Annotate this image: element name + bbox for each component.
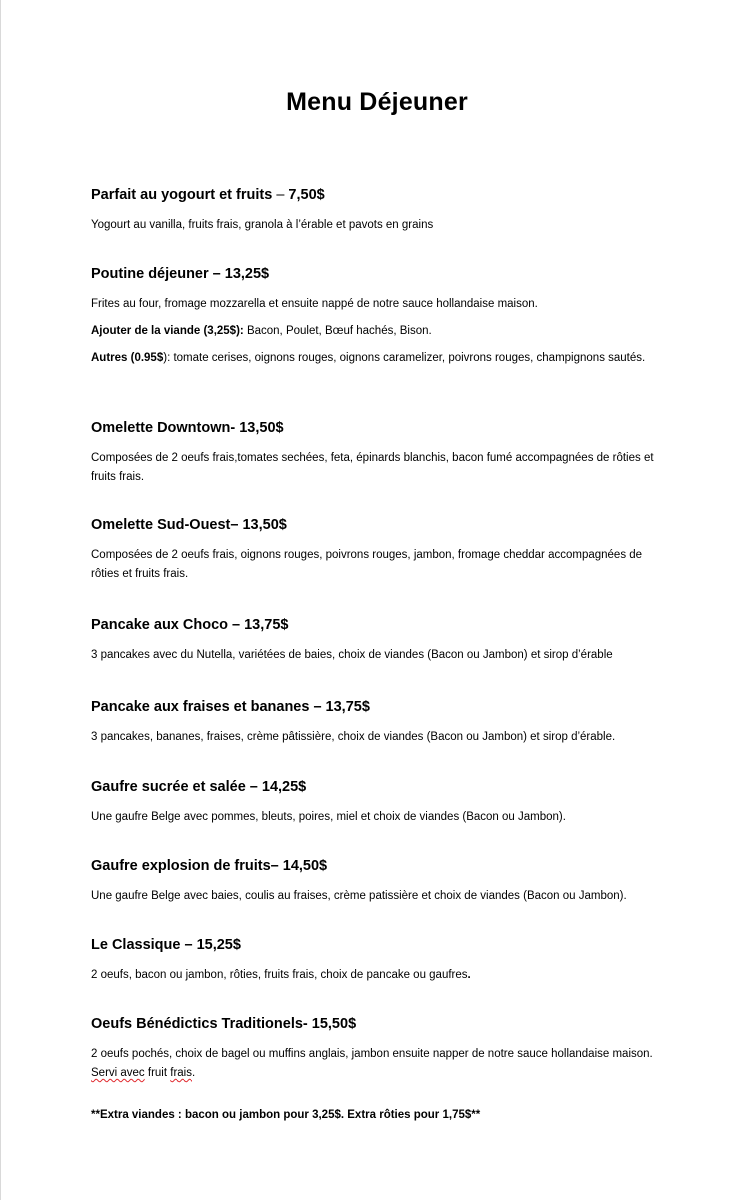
extra-other-text: ): tomate cerises, oignons rouges, oignons caramelizer, poivrons rouges, champignons sautés.: [163, 352, 646, 364]
menu-item-title: Omelette Downtown- 13,50$: [91, 420, 284, 436]
menu-item-description: Composées de 2 oeufs frais,tomates sechées, feta, épinards blanchis, bacon fumé accompagnées de rôties et fruits frais.: [91, 452, 654, 483]
menu-item-gaufre-sucree-salee: [91, 777, 666, 827]
spellcheck-flagged-text: Servi avec: [91, 1067, 145, 1079]
menu-item-description: Composées de 2 oeufs frais, oignons rouges, poivrons rouges, jambon, fromage cheddar accompagnées de rôties et fruits frais.: [91, 549, 643, 580]
menu-item-title: Oeufs Bénédictics Traditionels- 15,50$: [91, 1016, 357, 1032]
menu-item-description: Une gaufre Belge avec pommes, bleuts, poires, miel et choix de viandes (Bacon ou Jambon).: [91, 811, 566, 823]
menu-item-description: 3 pancakes, bananes, fraises, crème pâtissière, choix de viandes (Bacon ou Jambon) et sirop d’érable.: [91, 731, 616, 743]
menu-item-title: Omelette Sud-Ouest– 13,50$: [91, 517, 287, 533]
item-price: 7,50$: [284, 187, 325, 203]
item-name: Parfait au yogourt et fruits: [91, 187, 277, 203]
spellcheck-flagged-text: frais: [170, 1067, 192, 1079]
menu-item-oeufs-benedictics: [91, 1014, 666, 1083]
extra-meat-label: Ajouter de la viande (3,25$):: [91, 325, 244, 337]
menu-item-description: [91, 966, 666, 985]
menu-item-title: Gaufre explosion de fruits– 14,50$: [91, 858, 328, 874]
menu-item-omelette-sud-ouest: [91, 515, 666, 584]
menu-item-description: Frites au four, fromage mozzarella et ensuite nappé de notre sauce hollandaise maison.: [91, 298, 538, 310]
menu-item-title: Pancake aux fraises et bananes – 13,75$: [91, 699, 370, 715]
description-text: 2 oeufs, bacon ou jambon, rôties, fruits frais, choix de pancake ou gaufres: [91, 969, 468, 981]
menu-item-pancake-choco: [91, 615, 666, 665]
description-text-mid: fruit: [144, 1067, 171, 1079]
menu-item-pancake-fraises-bananes: [91, 697, 666, 747]
menu-item-extra-other: [91, 349, 666, 368]
menu-item-title: [91, 185, 666, 205]
description-period: .: [191, 1067, 196, 1079]
menu-item-description: Yogourt au vanilla, fruits frais, granola à l’érable et pavots en grains: [91, 219, 434, 231]
menu-item-title: Gaufre sucrée et salée – 14,25$: [91, 779, 307, 795]
menu-item-le-classique: [91, 935, 666, 985]
page-edge: [0, 0, 1, 1200]
menu-item-poutine: [91, 264, 666, 368]
description-text: 2 oeufs pochés, choix de bagel ou muffins anglais, jambon ensuite napper de notre sauce hollandaise maison.: [91, 1048, 653, 1060]
menu-item-omelette-downtown: [91, 418, 666, 487]
menu-item-extra-meat: [91, 322, 666, 341]
menu-item-title: Pancake aux Choco – 13,75$: [91, 617, 289, 633]
description-period: .: [467, 969, 471, 981]
menu-item-description: Une gaufre Belge avec baies, coulis au fraises, crème patissière et choix de viandes (Bacon ou Jambon).: [91, 890, 627, 902]
extra-meat-text: Bacon, Poulet, Bœuf hachés, Bison.: [243, 325, 432, 337]
menu-item-description: 3 pancakes avec du Nutella, variétées de baies, choix de viandes (Bacon ou Jambon) et sirop d’érable: [91, 649, 613, 661]
menu-item-description: [91, 1045, 666, 1083]
menu-item-title: Poutine déjeuner – 13,25$: [91, 266, 270, 282]
extra-other-label: Autres (0.95$: [91, 352, 164, 364]
menu-item-parfait: [91, 185, 666, 235]
menu-item-gaufre-explosion: [91, 856, 666, 906]
extras-footer-note: **Extra viandes : bacon ou jambon pour 3,25$. Extra rôties pour 1,75$**: [91, 1109, 481, 1121]
menu-item-title: Le Classique – 15,25$: [91, 937, 241, 953]
item-dash: –: [276, 187, 285, 203]
page-title: Menu Déjeuner: [286, 88, 468, 116]
